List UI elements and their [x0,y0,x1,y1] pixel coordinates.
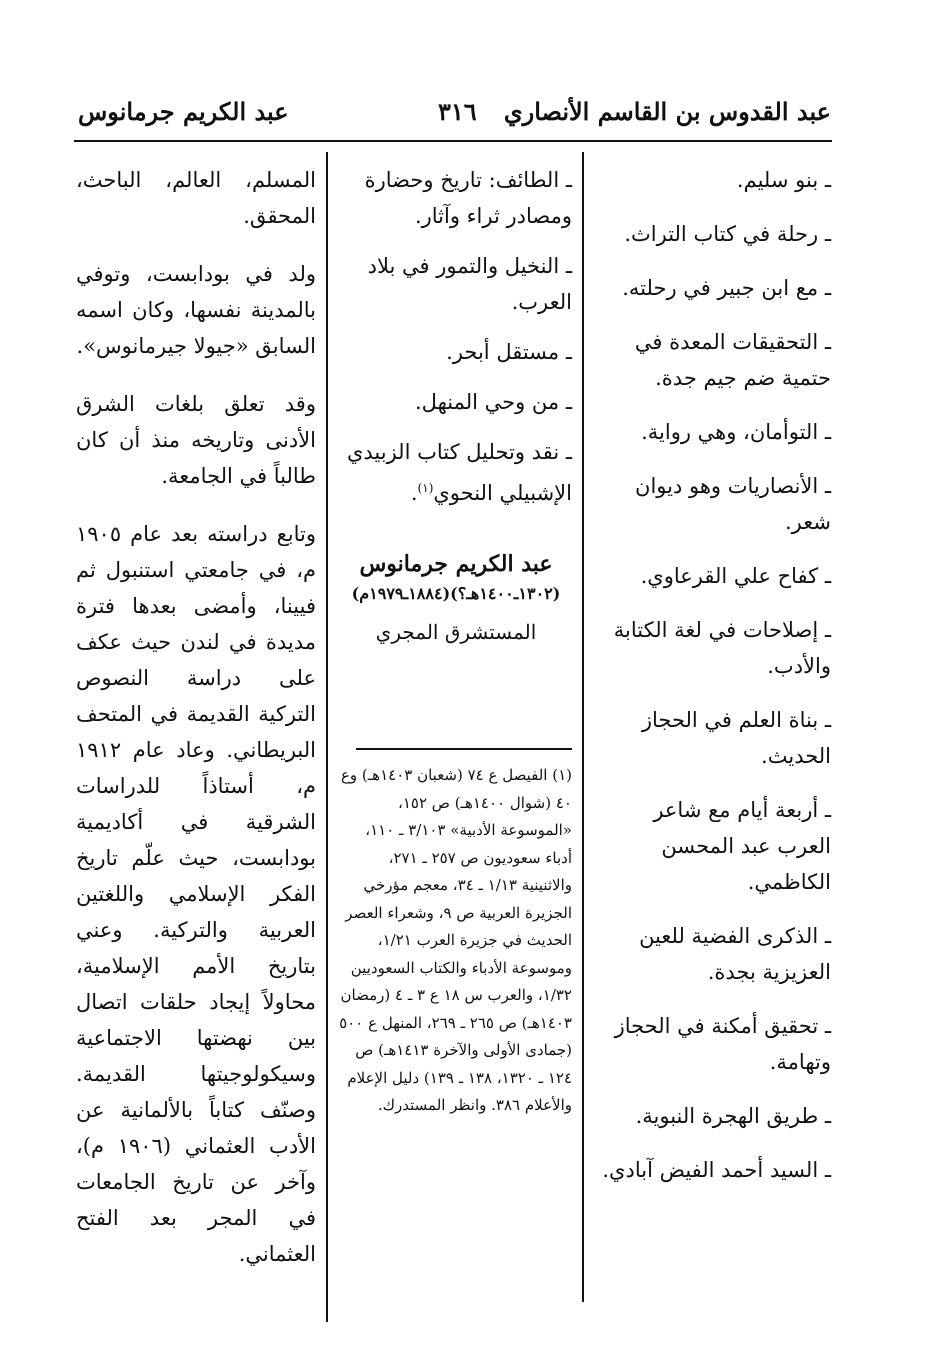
biography-dates: (١٣٠٢ـ١٤٠٠هـ؟)(١٨٨٤ـ١٩٧٩م) [351,584,561,603]
list-item: ـ أربعة أيام مع شاعر العرب عبد المحسن الكاظمي. [653,798,831,894]
list-item: ـ مع ابن جبير في رحلته. [622,276,831,300]
middle-column [340,162,572,649]
paragraph: المسلم، العالم، الباحث، المحقق. [76,168,316,228]
list-item: ـ التحقيقات المعدة في حتمية ضم جيم جدة. [634,330,831,390]
biography-role: المستشرق المجري [375,620,537,644]
biography-heading [340,547,572,649]
list-item: ـ بناة العلم في الحجاز الحديث. [641,708,831,768]
list-item: ـ الأنصاريات وهو ديوان شعر. [635,474,831,534]
list-item: ـ تحقيق أمكنة في الحجاز وتهامة. [614,1014,831,1074]
list-item: ـ كفاح علي القرعاوي. [640,564,831,588]
list-item: ـ مستقل أبحر. [446,340,572,364]
list-item: ـ الطائف: تاريخ وحضارة ومصادر ثراء وآثار. [364,168,572,228]
footnote-marker: (١) [417,481,434,495]
list-item-text: ـ نقد وتحليل كتاب الزبيدي الإشبيلي النحوي [346,440,572,505]
list-item: ـ من وحي المنهل. [414,390,572,414]
paragraph: وقد تعلق بلغات الشرق الأدنى وتاريخه منذ أن كان طالباً في الجامعة. [76,392,316,488]
biography-name: عبد الكريم جرمانوس [359,551,553,577]
list-item: ـ التوأمان، وهي رواية. [641,420,831,444]
list-item: ـ إصلاحات في لغة الكتابة والأدب. [613,618,831,678]
running-header-left: عبد الكريم جرمانوس [78,97,289,126]
page-number: ٣١٦ [438,97,477,126]
header-rule [74,140,832,142]
list-item: ـ الذكرى الفضية للعين العزيزية بجدة. [639,924,831,984]
list-item-with-note: ـ نقد وتحليل كتاب الزبيدي الإشبيلي النحوي$^{(١)}$. [346,440,572,505]
paragraph: وتابع دراسته بعد عام ١٩٠٥ م، في جامعتي استنبول ثم فيينا، وأمضى بعدها فترة مديدة في لندن حيث عكف على دراسة النصوص التركية القديمة في المتحف البريطاني. وعاد عام ١٩١٢ م، أستاذاً للدراسات الشرقية في أكاديمية بودابست، حيث علّم تاريخ الفكر الإسلامي واللغتين العربية والتركية. وعني بتاريخ الأمم الإسلامية، محاولاً إيجاد حلقات اتصال بين نهضتها الاجتماعية وسيكولوجيتها القديمة. وصنّف كتاباً بالألمانية عن الأدب العثماني (١٩٠٦ م)، وآخر عن تاريخ الجامعات في المجر بعد الفتح العثماني. [76,522,316,1266]
paragraph: ولد في بودابست، وتوفي بالمدينة نفسها، وكان اسمه السابق «جيولا جيرمانوس». [76,262,316,358]
list-item: ـ السيد أحمد الفيض آبادي. [602,1158,831,1182]
column-divider-left [326,152,328,1322]
biography-text-column [76,162,316,1294]
running-header-right: عبد القدوس بن القاسم الأنصاري [503,97,831,126]
footnote [336,762,572,1120]
list-item: ـ طريق الهجرة النبوية. [635,1104,831,1128]
footnote-rule [356,748,572,750]
list-item: ـ النخيل والتمور في بلاد العرب. [367,254,572,314]
footnote-text: (١) الفيصل ع ٧٤ (شعبان ١٤٠٣هـ) وع ٤٠ (شوال ١٤٠٠هـ) ص ١٥٢، «الموسوعة الأدبية» ٣/١٠٣ ـ ١١٠، أدباء سعوديون ص ٢٥٧ ـ ٢٧١، والاثنينية ١/١٣ ـ ٣٤، معجم مؤرخي الجزيرة العربية ص ٩، وشعراء العصر الحديث في جزيرة العرب ١/٢١، وموسوعة الأدباء والكتاب السعوديين ١/٣٢، والعرب س ١٨ ع ٣ ـ ٤ (رمضان ١٤٠٣هـ) ص ٢٦٥ ـ ٢٦٩، المنهل ع ٥٠٠ (جمادى الأولى والآخرة ١٤١٣هـ) ص ١٢٤ ـ ١٣٢٠، ١٣٨ ـ ١٣٩) دليل الإعلام والأعلام ٣٨٦. وانظر المستدرك. [339,766,572,1114]
column-divider-right [582,152,584,1302]
works-list-column [595,162,831,1206]
list-item: ـ رحلة في كتاب التراث. [624,222,831,246]
list-item: ـ بنو سليم. [736,168,831,192]
